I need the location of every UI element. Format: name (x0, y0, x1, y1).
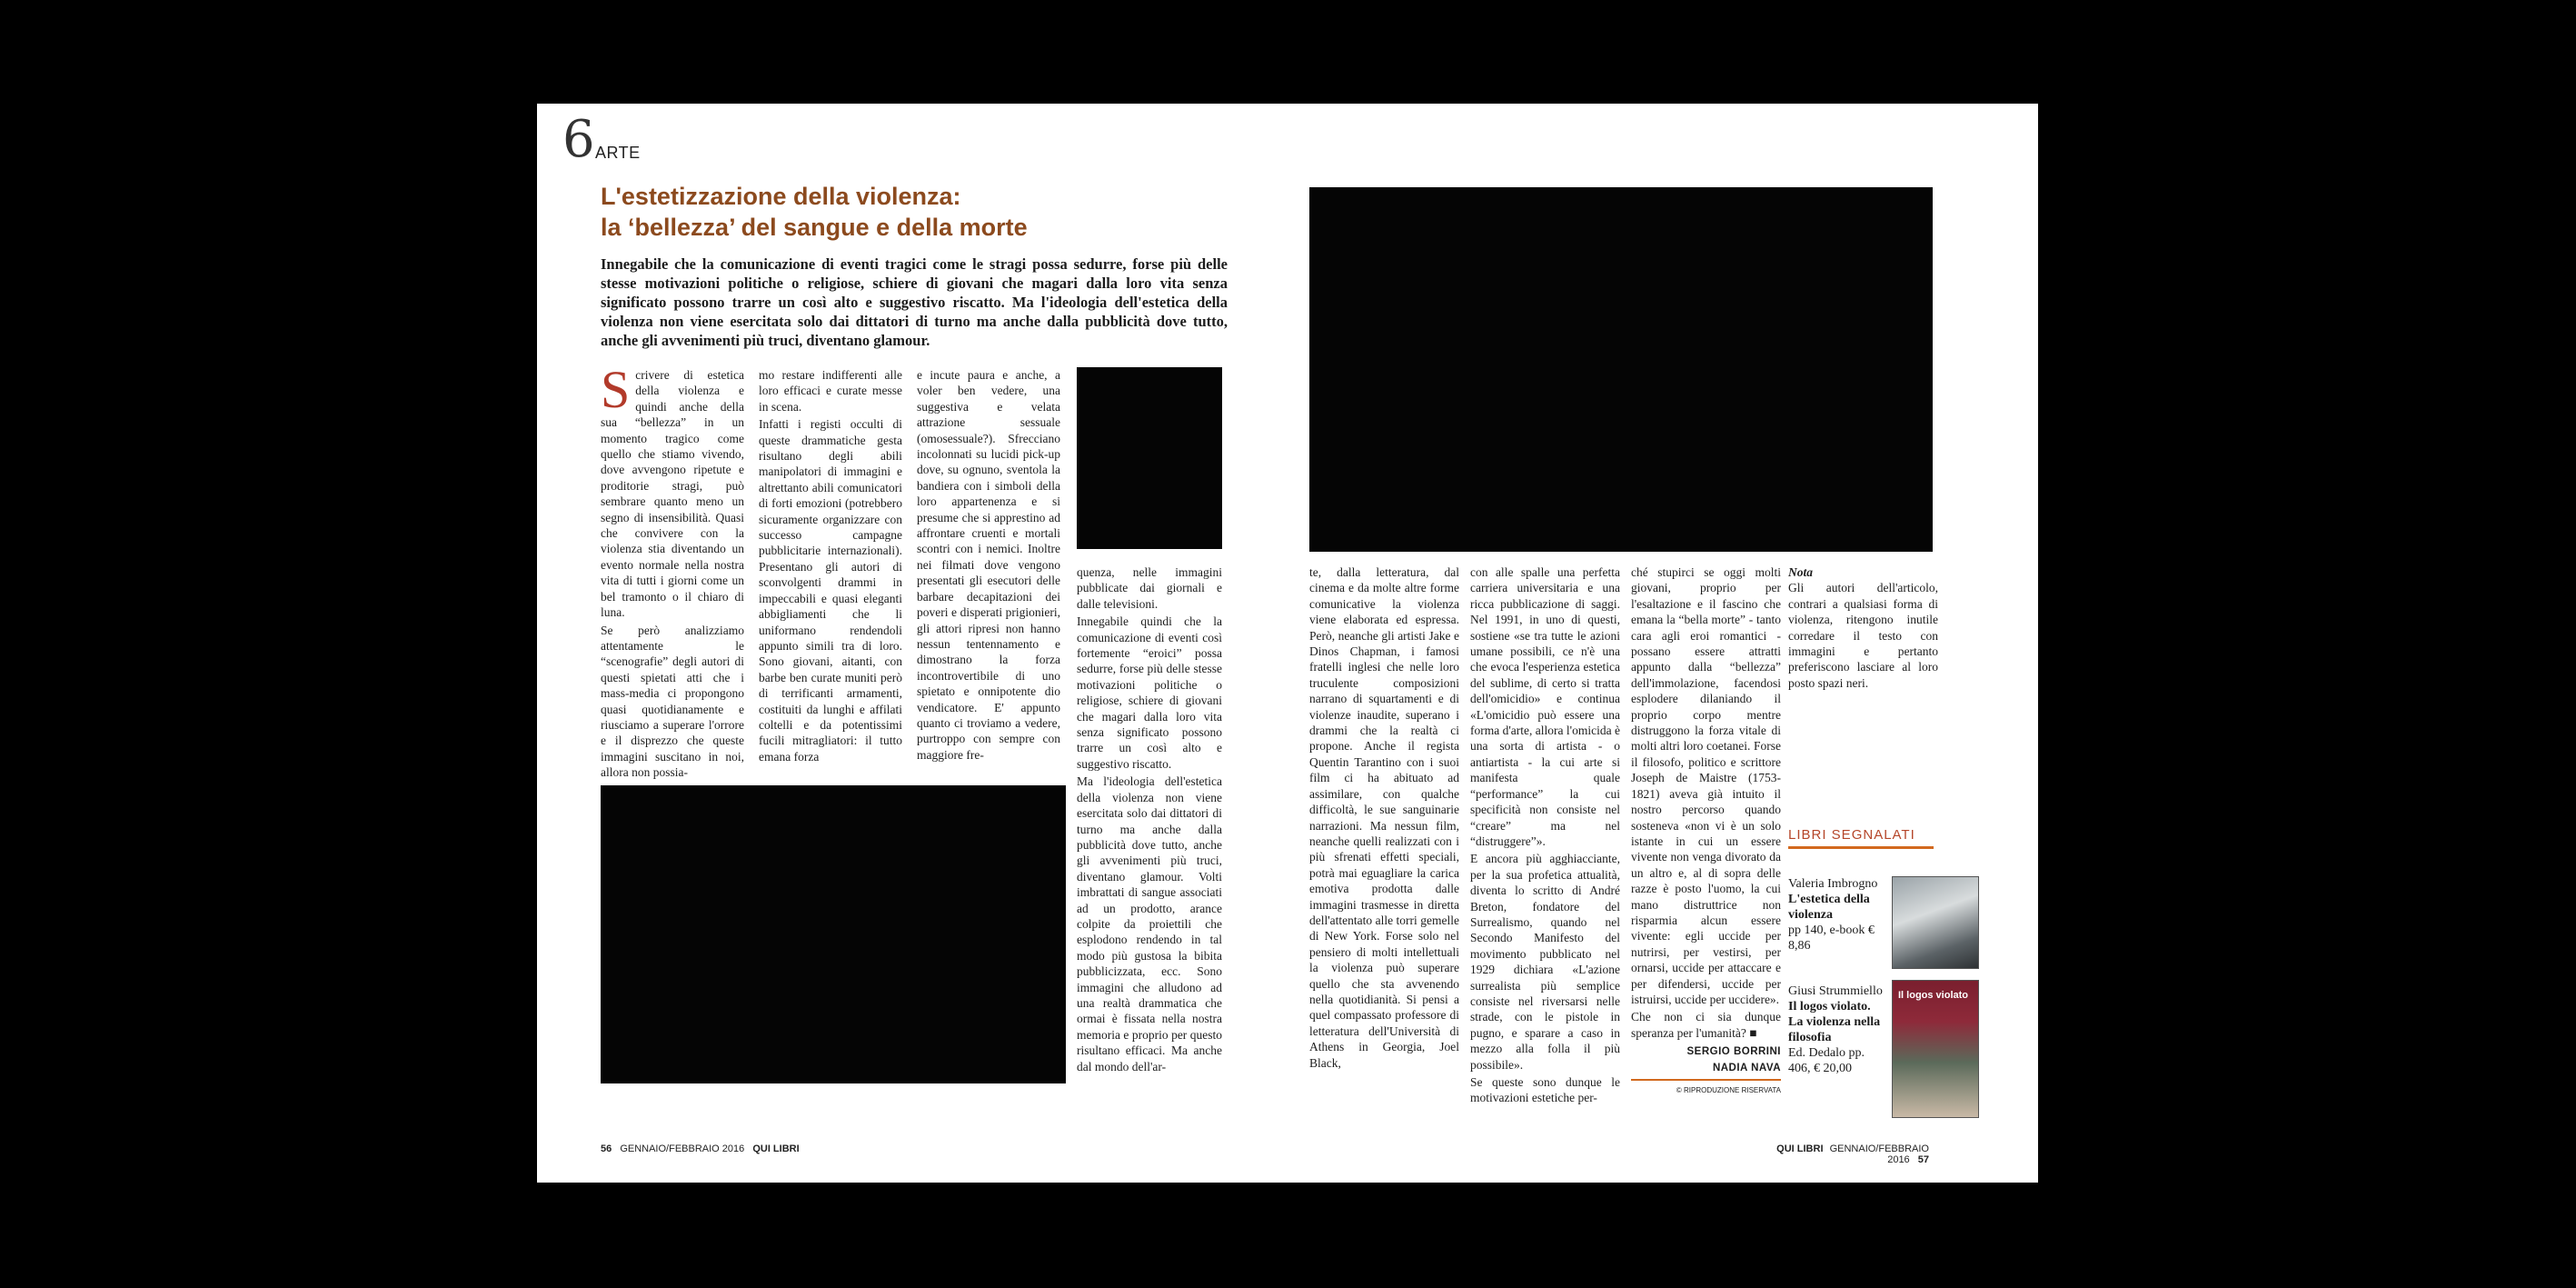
book-1-cover (1892, 876, 1979, 969)
col5-text: te, dalla letteratura, dal cinema e da molte altre forme comunicative la violenza viene elaborata ed espressa. Però, neanche gli artisti Jake e Dinos Chapman, i famosi fratelli inglesi che nelle loro truculente composizioni narrano di squartamenti e di violenze inaudite, superano i drammi che la realtà ci propone. Anche il regista Quentin Tarantino con i suoi film ci ha abituato ad assimilare, con qualche difficoltà, le sue sanguinarie narrazioni. Ma nessun film, neanche quelli realizzati con i più sfrenati effetti speciali, potrà mai eguagliare la carica emotiva prodotta dalle immagini trasmesse in diretta dell'attentato alle torri gemelle di New York. Forse solo nel pensiero di molti intellettuali la violenza può superare quello che sta avvenendo nella quotidianità. Si pensi a quel compassato professore di letteratura dell'Università di Athens in Georgia, Joel Black, (1309, 565, 1459, 1070)
text-column-4 (1077, 564, 1222, 1110)
col1b-text: Se però analizziamo attentamente le “scenografie” degli autori di questi spietati atti che i mass-media ci propongono quasi quotidianamente e riusciamo a superare l'orrore e il disprezzo che queste immagini suscitano in noi, allora non possia- (601, 623, 744, 780)
footer-right-brand: QUI LIBRI (1776, 1143, 1824, 1154)
book-item-2 (1788, 983, 1888, 1076)
book-2-title: Il logos violato. La violenza nella filosofia (1788, 1000, 1881, 1044)
book-1-author: Valeria Imbrogno (1788, 877, 1878, 891)
book-2-cover-title: Il logos violato (1898, 990, 1969, 1001)
book-2-author: Giusi Strummiello (1788, 984, 1883, 998)
section-marker (562, 110, 671, 169)
note-box (1788, 564, 1938, 764)
blank-image-small (1077, 367, 1222, 549)
col6c-text: Se queste sono dunque le motivazioni estetiche per- (1470, 1075, 1620, 1105)
signature-rule (1631, 1079, 1781, 1081)
books-heading-rule (1788, 846, 1934, 849)
text-column-6 (1470, 564, 1620, 1110)
page-number-right: 57 (1917, 1154, 1929, 1165)
books-heading: LIBRI SEGNALATI (1788, 827, 1915, 843)
section-number: 6 (562, 110, 595, 169)
blank-image-left (601, 785, 1066, 1083)
book-1-details: pp 140, e-book € 8,86 (1788, 924, 1875, 953)
article-title (601, 181, 1109, 243)
note-heading: Nota (1788, 565, 1813, 579)
author-2: NADIA NAVA (1712, 1062, 1781, 1073)
col7b-text: Che non ci sia dunque speranza per l'umanità? ■ (1631, 1010, 1781, 1040)
book-2-cover (1892, 980, 1979, 1118)
blank-image-right (1309, 187, 1933, 552)
drop-cap: S (601, 360, 631, 419)
col6-text: con alle spalle una perfetta carriera universitaria e una ricca pubblicazione di saggi. Nel 1991, in uno di questi, sostiene «se tra tutte le azioni umane possibili, ce n'è una che evoca l'esperienza estetica del sublime, di certo si tratta dell'omicidio» e continua «L'omicidio può essere una forma d'arte, allora l'omicida è una sorta di artista - o antiartista - la cui arte si manifesta quale “performance” la cui specificità non consiste nel “creare” ma nel “distruggere”». (1470, 565, 1620, 848)
footer-right (1764, 1143, 1929, 1165)
magazine-spread (537, 104, 2038, 1183)
col6b-text: E ancora più agghiacciante, per la sua profetica attualità, diventa lo scritto di André Breton, fondatore del Surrealismo, quando nel Secondo Manifesto del movimento pubblicato nel 1929 dichiara «L'azione surrealista più semplice consiste nel riversarsi nelle strade, con le pistole in pugno, e sparare a caso in mezzo alla folla il più possibile». (1470, 852, 1620, 1072)
copyright-note: © RIPRODUZIONE RISERVATA (1676, 1086, 1781, 1094)
col3-text: e incute paura e anche, a voler ben vedere, una suggestiva e velata attrazione sessuale (omosessuale?). Sfrecciano incolonnati su lucidi pick-up dove, su ognuno, sventola la bandiera con i simboli della loro appartenenza e si presume che si apprestino ad affrontare cruenti e mortali scontri con i nemici. Inoltre nei filmati dove vengono presentati gli esecutori delle barbare decapitazioni dei poveri e disperati prigionieri, gli attori ripresi non hanno nessun tentennamento e dimostrano la forza incontrovertibile di uno spietato e onnipotente dio vendicatore. E' appunto quanto ci troviamo a vedere, purtroppo con sempre con maggiore fre- (917, 368, 1060, 762)
col4a-text: quenza, nelle immagini pubblicate dai giornali e dalle televisioni. (1077, 565, 1222, 611)
book-1-title: L'estetica della violenza (1788, 893, 1870, 922)
footer-left-date: GENNAIO/FEBBRAIO 2016 (620, 1143, 745, 1154)
col2-text: mo restare indifferenti alle loro efficaci e curate messe in scena. (759, 368, 902, 414)
note-text: Gli autori dell'articolo, contrari a qualsiasi forma di violenza, ritengono inutile corredare il testo con immagini e pertanto preferiscono lasciare al loro posto spazi neri. (1788, 581, 1938, 690)
col1-text: crivere di estetica della violenza e quindi anche della sua “bellezza” in un momento tragico come quello che stiamo vivendo, dove avvengono ripetute e proditorie stragi, può sembrare quanto meno un segno di insensibilità. Quasi che convivere con la violenza stia diventando un evento normale nella nostra vita di tutti i giorni come un bel tramonto o il chiaro di luna. (601, 368, 744, 620)
footer-left (601, 1143, 800, 1154)
text-column-5 (1309, 564, 1459, 1110)
section-label: ARTE (595, 144, 641, 162)
author-1: SERGIO BORRINI (1686, 1046, 1781, 1058)
book-item-1 (1788, 876, 1888, 954)
col4c-text: Ma l'ideologia dell'estetica della violenza non viene esercitata solo dai dittatori di turno ma anche dalla pubblicità dove tutto, anche gli avvenimenti più truci, diventano glamour. Volti imbrattati di sangue associati ad un prodotto, arance colpite da proiettili che esplodono rendendo in tal modo più gustosa la bibita pubblicizzata, ecc. Sono immagini che alludono ad una realtà drammatica che ormai è fissata nella nostra memoria e proprio per questo risultano efficaci. Ma anche dal mondo dell'ar- (1077, 774, 1222, 1073)
col7-text: ché stupirci se oggi molti giovani, proprio per l'esaltazione e il fascino che emana la “bella morte” - tanto cara agli eroi romantici - possano essere attratti appunto dalla “bellezza” dell'immolazione, facendosi esplodere dilaniando il proprio corpo mentre distruggono la forza vitale di molti altri loro coetanei. Forse il filosofo, politico e scrittore Joseph de Maistre (1753-1821) aveva già intuito il nostro percorso quando sosteneva «non vi è un solo istante in cui un essere vivente non venga divorato da un altro e, al di sopra delle razze è posto l'uomo, la cui mano distruttrice non risparmia alcun essere vivente: egli uccide per nutrirsi, per vestirsi, per ornarsi, uccide per attaccare e per difendersi, uccide per istruirsi, uccide per uccidere». (1631, 565, 1781, 1006)
text-column-7 (1631, 564, 1781, 1110)
col4b-text: Innegabile quindi che la comunicazione di eventi così fortemente “eroici” possa sedurre, forse più delle stesse motivazioni politiche o religiose, schiere di giovani che magari dalla loro vita senza significato possono trarre un così alto e suggestivo riscatto. (1077, 614, 1222, 771)
col2b-text: Infatti i registi occulti di queste drammatiche gesta risultano degli abili manipolatori di immagini e altrettanto abili comunicatori di forti emozioni (potrebbero sicuramente organizzare con successo campagne pubblicitarie internazionali). Presentano gli autori di sconvolgenti drammi in impeccabili e quasi eleganti abbigliamenti che li uniformano rendendoli appunto simili tra di loro. Sono giovani, aitanti, con barbe ben curate muniti però di terrificanti armamenti, costituiti da lunghi e affilati coltelli e da potentissimi fucili mitragliatori: il tutto emana forza (759, 417, 902, 764)
footer-right-date: GENNAIO/FEBBRAIO 2016 (1829, 1143, 1929, 1165)
page-number-left: 56 (601, 1143, 612, 1154)
book-2-details: Ed. Dedalo pp. 406, € 20,00 (1788, 1046, 1865, 1075)
article-lead: Innegabile che la comunicazione di eventi tragici come le stragi possa sedurre, forse più delle stesse motivazioni politiche o religiose, schiere di giovani che magari dalla loro vita senza significato possono trarre un così alto e suggestivo riscatto. Ma l'ideologia dell'estetica della violenza non viene esercitata solo dai dittatori di turno ma anche dalla pubblicità dove tutto, anche gli avvenimenti più truci, diventano glamour. (601, 255, 1228, 349)
title-line-2: la ‘bellezza’ del sangue e della morte (601, 214, 1028, 241)
title-line-1: L'estetizzazione della violenza: (601, 183, 961, 210)
footer-left-brand: QUI LIBRI (752, 1143, 800, 1154)
